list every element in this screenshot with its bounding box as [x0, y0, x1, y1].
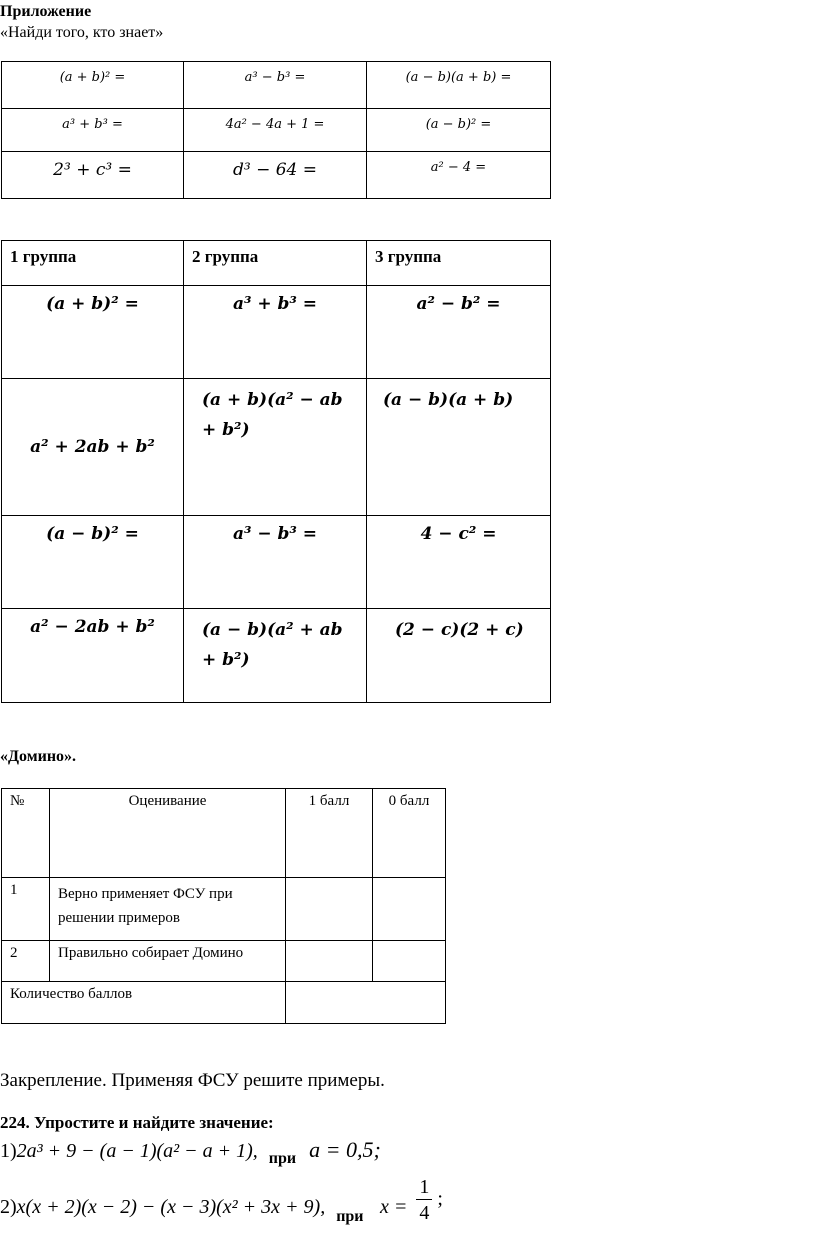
exercise-expression: x(x + 2)(x − 2) − (x − 3)(x² + 3x + 9),	[16, 1196, 326, 1218]
column-header: Оценивание	[50, 789, 286, 878]
table-cell: a³ − b³ =	[184, 516, 367, 609]
table-cell: a³ − b³ =	[184, 62, 367, 109]
table-cell: a³ + b³ =	[2, 109, 184, 152]
table-cell: Верно применяет ФСУ при решении примеров	[50, 878, 286, 941]
table-cell: (a + b)(a² − ab + b²)	[184, 379, 367, 516]
table-cell	[286, 982, 446, 1024]
table-header-row	[2, 241, 551, 286]
table-cell: a³ + b³ =	[184, 286, 367, 379]
table-row	[2, 516, 551, 609]
table-cell: 2	[2, 941, 50, 982]
exercise-number: 1)	[0, 1140, 17, 1162]
table-cell: (a − b)(a² + ab + b²)	[184, 609, 367, 703]
exercise-2	[0, 1196, 374, 1225]
table-cell	[286, 878, 373, 941]
table-cell: a² − 4 =	[367, 152, 551, 199]
table-row	[2, 109, 551, 152]
table-cell: a² − b² =	[367, 286, 551, 379]
consolidation-text: Закрепление. Применяя ФСУ решите примеры.	[0, 1070, 385, 1091]
exercise-condition: a = 0,5;	[309, 1137, 381, 1162]
exercise-expression: 2a³ + 9 − (a − 1)(a² − a + 1),	[16, 1140, 258, 1162]
column-header: 0 балл	[373, 789, 446, 878]
table-cell	[373, 878, 446, 941]
table-cell: (a − b)(a + b)	[367, 379, 551, 516]
table-cell: (a − b)(a + b) =	[367, 62, 551, 109]
table-groups	[1, 240, 551, 703]
table-row	[2, 941, 446, 982]
column-header: 2 группа	[184, 241, 367, 286]
exercise-number: 2)	[0, 1196, 17, 1218]
table-cell: a² + 2ab + b²	[2, 379, 184, 516]
exercise-1	[0, 1137, 381, 1167]
domino-title: «Домино».	[0, 748, 77, 765]
table-row	[2, 982, 446, 1024]
table-cell: Количество баллов	[2, 982, 286, 1024]
table-cell: (a + b)² =	[2, 62, 184, 109]
table-cell	[286, 941, 373, 982]
table-row	[2, 286, 551, 379]
fraction-denominator: 4	[419, 1202, 430, 1224]
page-title: Приложение	[0, 3, 92, 20]
exercise-2-condition	[380, 1175, 443, 1226]
table-cell: a² − 2ab + b²	[2, 609, 184, 703]
table-cell: (2 − c)(2 + c)	[367, 609, 551, 703]
fraction-numerator: 1	[416, 1175, 432, 1200]
condition-end: ;	[437, 1188, 443, 1211]
exercise-at-word: при	[268, 1150, 297, 1167]
table-cell: (a − b)² =	[2, 516, 184, 609]
table-cell: Правильно собирает Домино	[50, 941, 286, 982]
table-cell: 4a² − 4a + 1 =	[184, 109, 367, 152]
condition-variable: x =	[380, 1196, 408, 1219]
table-row	[2, 62, 551, 109]
column-header: 3 группа	[367, 241, 551, 286]
table-row	[2, 609, 551, 703]
table-header-row	[2, 789, 446, 878]
table-row	[2, 152, 551, 199]
column-header: 1 группа	[2, 241, 184, 286]
table-row	[2, 379, 551, 516]
page-subtitle: «Найди того, кто знает»	[0, 24, 164, 41]
fraction	[416, 1175, 432, 1226]
table-find-who-knows	[1, 61, 551, 199]
table-cell: 2³ + c³ =	[2, 152, 184, 199]
table-cell: (a + b)² =	[2, 286, 184, 379]
table-cell: 1	[2, 878, 50, 941]
table-cell: 4 − c² =	[367, 516, 551, 609]
table-cell	[373, 941, 446, 982]
table-cell: (a − b)² =	[367, 109, 551, 152]
table-assessment	[1, 788, 446, 1024]
column-header: №	[2, 789, 50, 878]
exercise-at-word: при	[336, 1208, 364, 1225]
task-title: 224. Упростите и найдите значение:	[0, 1113, 274, 1132]
table-cell: d³ − 64 =	[184, 152, 367, 199]
column-header: 1 балл	[286, 789, 373, 878]
table-row	[2, 878, 446, 941]
